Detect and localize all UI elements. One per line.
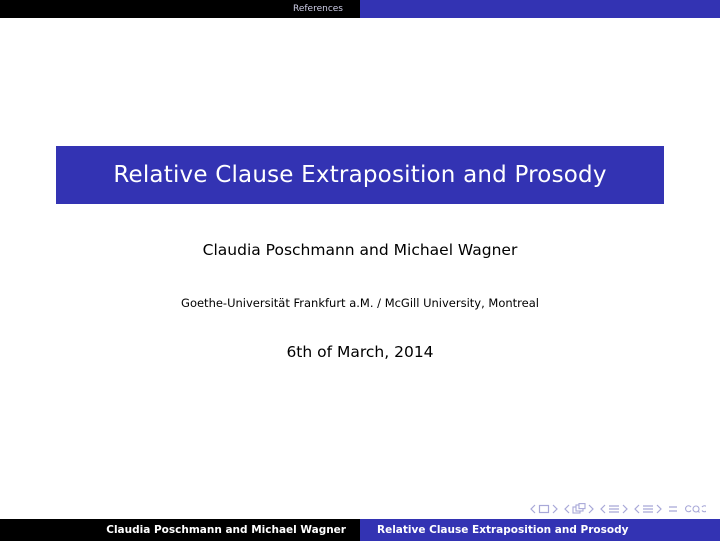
footline-title-text: Relative Clause Extraposition and Prosody	[377, 524, 629, 536]
subsection-icon[interactable]	[572, 503, 586, 515]
align-icon[interactable]	[668, 504, 678, 514]
section-icon[interactable]	[608, 504, 620, 514]
title-block	[56, 146, 664, 204]
document-icon[interactable]	[642, 504, 654, 514]
document-next-icon[interactable]	[656, 504, 662, 514]
headline-right	[360, 0, 720, 18]
section-prev-icon[interactable]	[600, 504, 606, 514]
institute: Goethe-Universität Frankfurt a.M. / McGill University, Montreal	[181, 296, 539, 310]
footline-title	[360, 519, 720, 541]
headline-left	[0, 0, 360, 18]
headline-bar	[0, 0, 720, 18]
document-nav	[634, 504, 662, 514]
footline-authors	[0, 519, 360, 541]
navigation-symbols	[530, 502, 706, 516]
document-prev-icon[interactable]	[634, 504, 640, 514]
slide-title: Relative Clause Extraposition and Prosody	[113, 162, 607, 188]
headline-section-link[interactable]: References	[292, 4, 343, 14]
authors: Claudia Poschmann and Michael Wagner	[202, 241, 518, 259]
frame-prev-icon[interactable]	[530, 504, 536, 514]
date: 6th of March, 2014	[286, 343, 434, 361]
search-icon[interactable]	[684, 504, 706, 514]
frame-nav	[530, 504, 558, 514]
frame-icon[interactable]	[538, 504, 550, 514]
subsection-nav	[564, 503, 594, 515]
subsection-prev-icon[interactable]	[564, 504, 570, 514]
footline	[0, 519, 720, 541]
subsection-next-icon[interactable]	[588, 504, 594, 514]
section-nav	[600, 504, 628, 514]
footline-authors-text: Claudia Poschmann and Michael Wagner	[106, 524, 346, 536]
frame-next-icon[interactable]	[552, 504, 558, 514]
section-next-icon[interactable]	[622, 504, 628, 514]
